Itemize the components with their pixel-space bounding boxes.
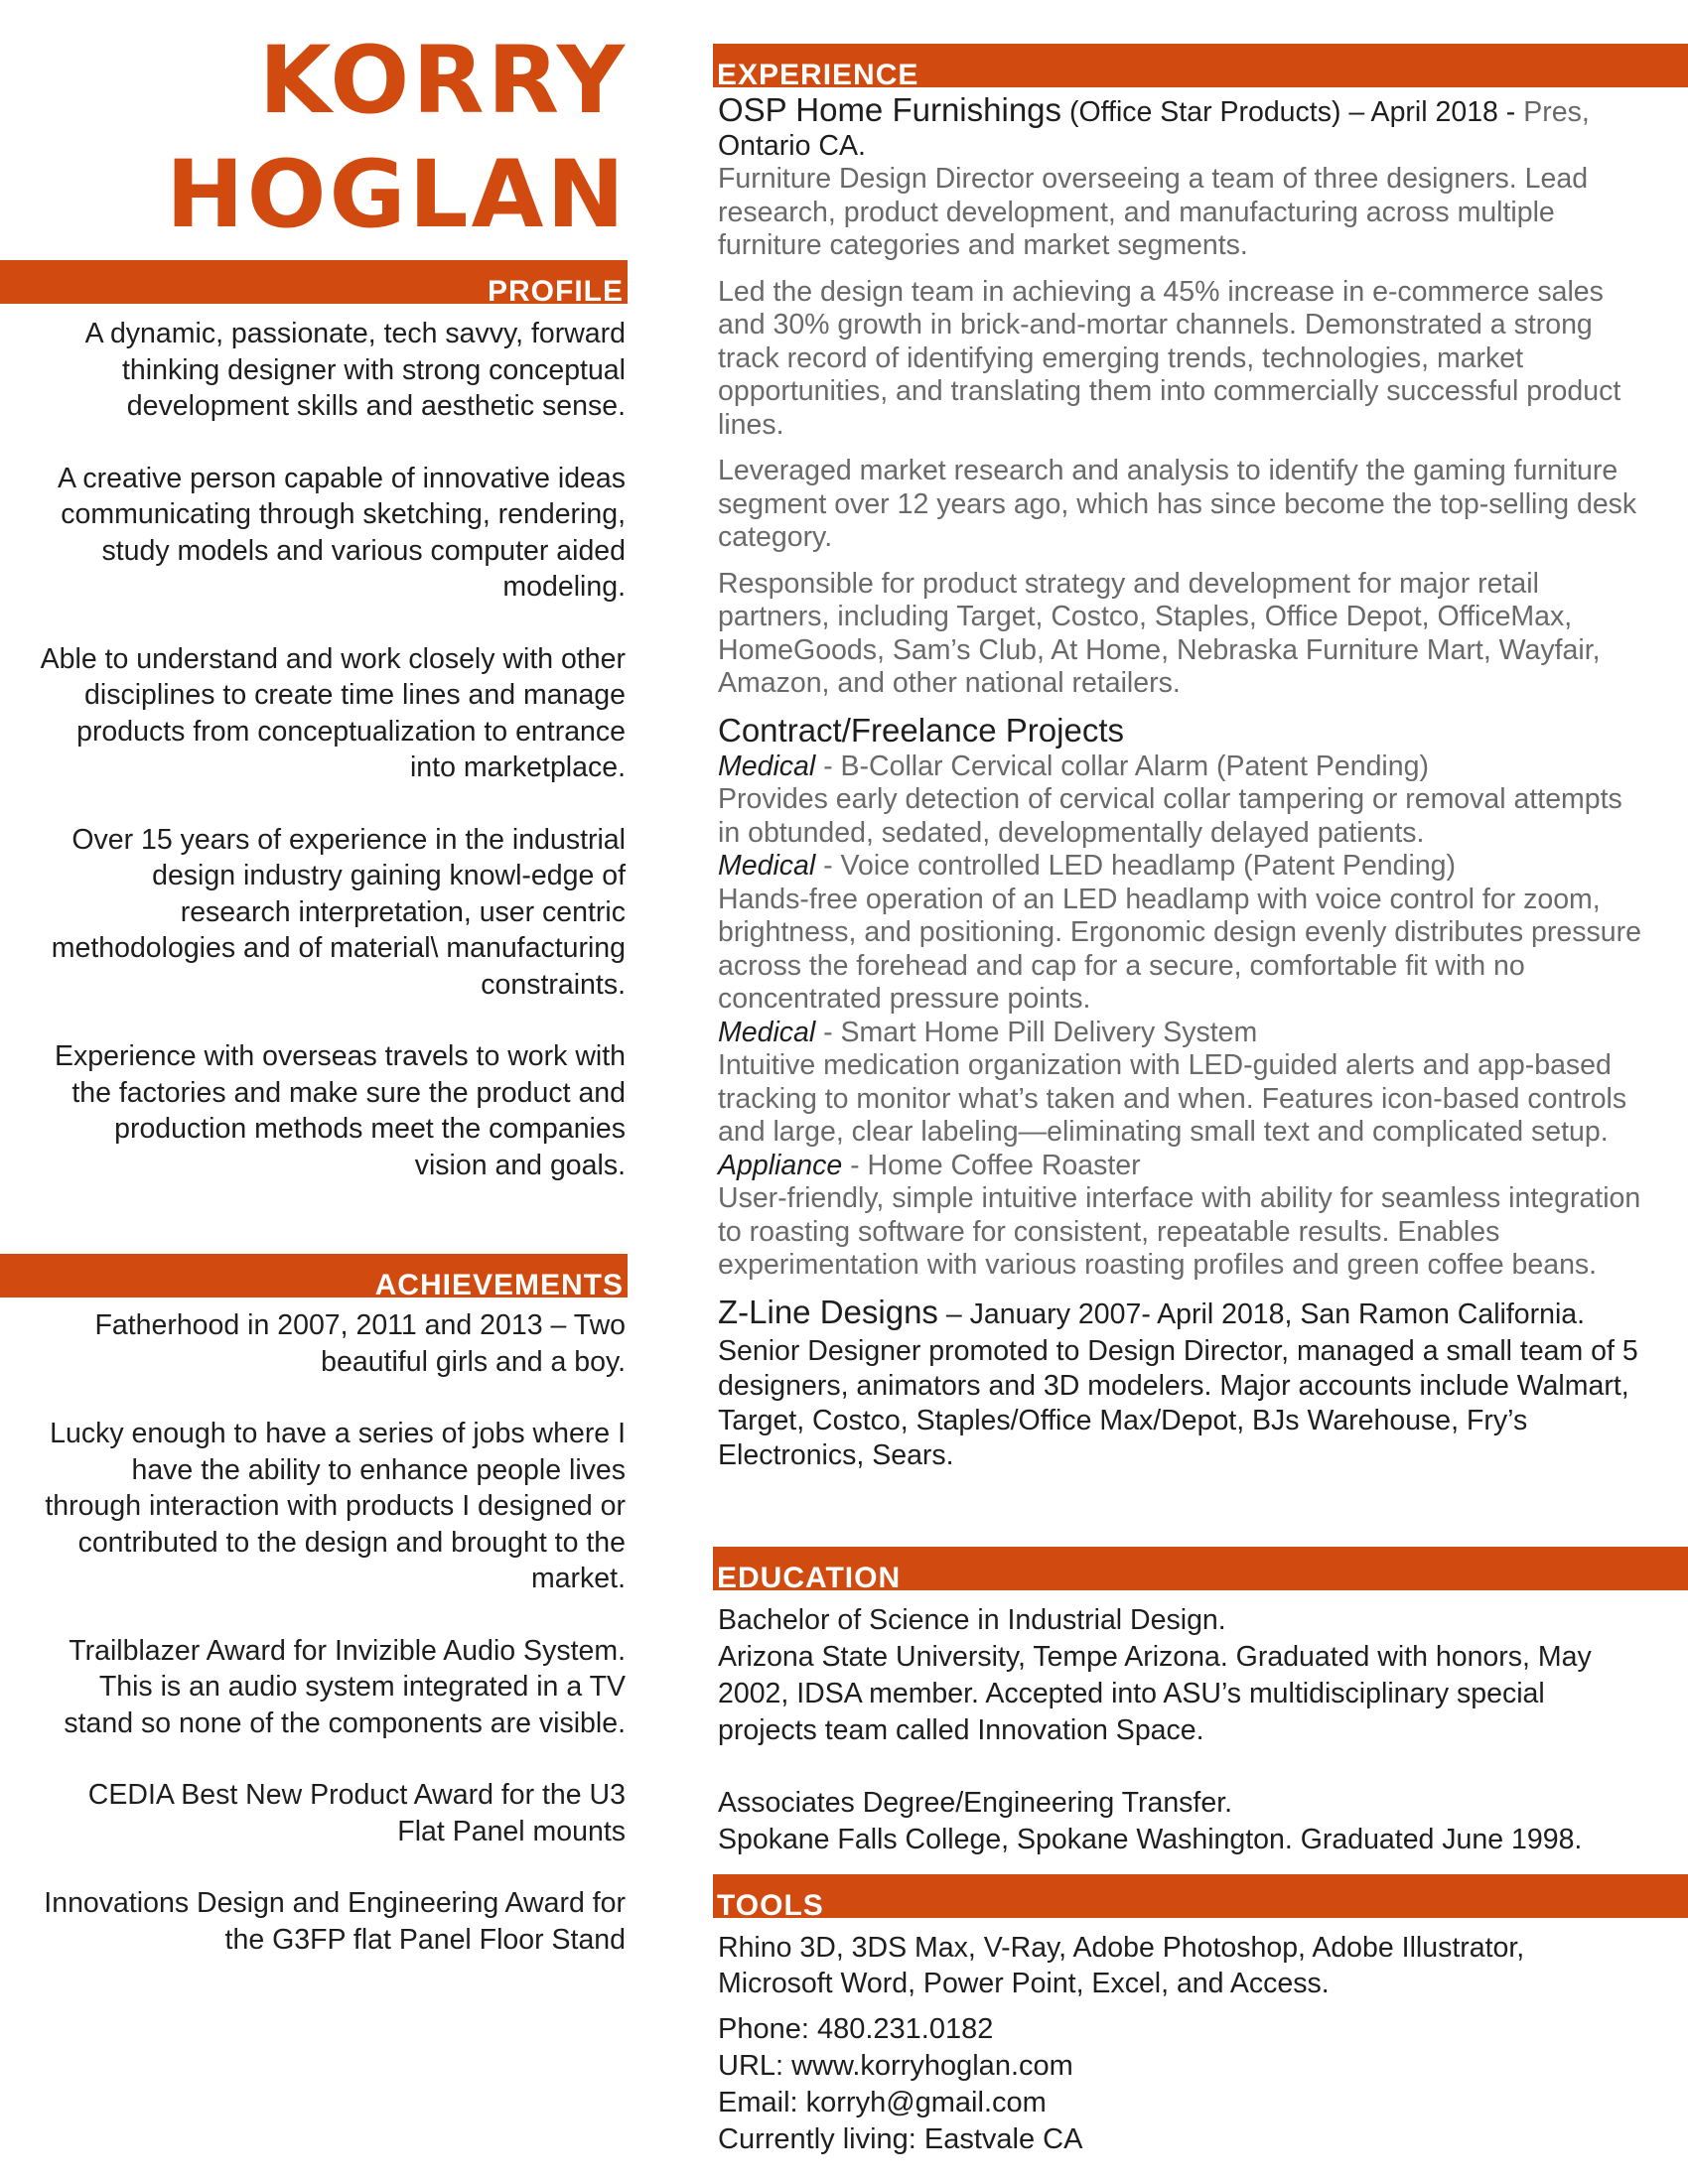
education-degree: Bachelor of Science in Industrial Design. [718, 1604, 1226, 1636]
project-description: User-friendly, simple intuitive interface with ability for seamless integration to roasting software for consistent, repeatable results. Enables experimentation with various roasting profiles and green coffee beans. [718, 1182, 1641, 1281]
osp-paragraph: Furniture Design Director overseeing a team of three designers. Lead research, product development, and manufacturing across multiple furniture categories and market segments. [718, 163, 1589, 261]
profile-section [40, 316, 626, 1219]
project-category: Medical [718, 1016, 816, 1048]
achievement-item: Trailblazer Award for Invizible Audio System. This is an audio system integrated in a TV stand so none of the components are visible. [64, 1634, 626, 1739]
achievement-item: CEDIA Best New Product Award for the U3 Flat Panel mounts [87, 1779, 626, 1847]
achievements-section-bar [0, 1254, 628, 1301]
achievements-section [40, 1307, 626, 1993]
name-last: HOGLAN [165, 141, 628, 249]
achievement-item: Lucky enough to have a series of jobs where I have the ability to enhance people lives through interaction with products I designed or contributed to the design and brought to the market. [45, 1418, 626, 1594]
achievement-item: Innovations Design and Engineering Award for the G3FP flat Panel Floor Stand [44, 1887, 626, 1956]
contact-email: Email: korryh@gmail.com [718, 2087, 1047, 2118]
profile-paragraph: A creative person capable of innovative ideas communicating through sketching, rendering, study models and various computer aided modeling. [58, 462, 626, 603]
experience-section-bar [713, 44, 1688, 91]
project-title-line [718, 751, 1641, 784]
education-degree: Associates Degree/Engineering Transfer. [718, 1787, 1233, 1819]
project-title: - Voice controlled LED headlamp (Patent Pending) [815, 850, 1457, 882]
osp-paragraph: Led the design team in achieving a 45% increase in e-commerce sales and 30% growth in brick-and-mortar channels. Demonstrated a strong track record of identifying emerging trends, technologies, market opportunities, and translating them into commercially successful product lines. [718, 275, 1621, 441]
project-title: - Home Coffee Roaster [842, 1149, 1141, 1181]
project-category: Medical [718, 750, 816, 782]
profile-section-bar [0, 260, 628, 308]
osp-company: OSP Home Furnishings [718, 91, 1062, 128]
tools-heading: TOOLS [717, 1889, 824, 1922]
contact-phone: Phone: 480.231.0182 [718, 2013, 994, 2045]
experience-section [718, 93, 1641, 1473]
profile-heading: PROFILE [487, 275, 624, 308]
osp-company-detail: (Office Star Products) – April 2018 - [1061, 96, 1516, 128]
zline-company: Z-Line Designs [718, 1293, 938, 1330]
experience-heading: EXPERIENCE [717, 59, 919, 91]
project-description: Hands-free operation of an LED headlamp with voice control for zoom, brightness, and positioning. Ergonomic design evenly distributes pressure across the forehead and cap for a secure, comfortable fit with no concentrated pressure points. [718, 883, 1641, 1015]
zline-description: Senior Designer promoted to Design Director, managed a small team of 5 designers, animators and 3D modelers. Major accounts include Walmart, Target, Costco, Staples/Office Max/Depot, BJs Warehouse, Fry’s Electronics, Sears. [718, 1334, 1638, 1471]
education-details: Arizona State University, Tempe Arizona. Graduated with honors, May 2002, IDSA member. Accepted into ASU’s multidisciplinary special projects team called Innovation Space. [718, 1641, 1592, 1746]
profile-paragraph: Over 15 years of experience in the industrial design industry gaining knowl-edge of research interpretation, user centric methodologies and of material\ manufacturing constraints. [51, 823, 626, 1001]
project-title: - Smart Home Pill Delivery System [815, 1016, 1258, 1048]
tools-section-bar [713, 1874, 1688, 1922]
education-details: Spokane Falls College, Spokane Washington. Graduated June 1998. [718, 1824, 1583, 1855]
achievement-item: Fatherhood in 2007, 2011 and 2013 – Two beautiful girls and a boy. [94, 1309, 626, 1378]
project-description: Provides early detection of cervical collar tampering or removal attempts in obtunded, sedated, developmentally delayed patients. [718, 783, 1622, 849]
project-title-line [718, 1150, 1641, 1183]
contract-heading: Contract/Freelance Projects [718, 711, 1125, 749]
profile-paragraph: Able to understand and work closely with other disciplines to create time lines and manage products from conceptualization to entrance into marketplace. [40, 642, 626, 783]
osp-location: Ontario CA. [718, 129, 866, 162]
project-category: Medical [718, 850, 816, 882]
osp-role: Pres, [1515, 96, 1590, 128]
name-first: KORRY [258, 27, 628, 135]
contact-section [718, 2011, 1641, 2158]
zline-dates: – January 2007- April 2018, San Ramon California. [937, 1297, 1586, 1330]
project-title: - B-Collar Cervical collar Alarm (Patent Pending) [815, 750, 1429, 782]
achievements-heading: ACHIEVEMENTS [374, 1269, 624, 1301]
profile-paragraph: Experience with overseas travels to work with the factories and make sure the product and production methods meet the companies vision and goals. [55, 1040, 626, 1181]
project-title-line [718, 850, 1641, 884]
osp-paragraph: Leveraged market research and analysis to identify the gaming furniture segment over 12 years ago, which has since become the top-selling desk category. [718, 455, 1637, 553]
tools-list: Rhino 3D, 3DS Max, V-Ray, Adobe Photoshop, Adobe Illustrator, Microsoft Word, Power Point, Excel, and Access. [718, 1932, 1525, 1999]
profile-paragraph: A dynamic, passionate, tech savvy, forward thinking designer with strong conceptual development skills and aesthetic sense. [84, 318, 626, 422]
contact-location: Currently living: Eastvale CA [718, 2123, 1083, 2155]
contact-url: URL: www.korryhoglan.com [718, 2050, 1073, 2082]
project-category: Appliance [718, 1149, 843, 1181]
education-heading: EDUCATION [717, 1562, 902, 1594]
osp-paragraph: Responsible for product strategy and development for major retail partners, including Target, Costco, Staples, Office Depot, OfficeMax, HomeGoods, Sam’s Club, At Home, Nebraska Furniture Mart, Wayfair, Amazon, and other national retailers. [718, 567, 1601, 699]
education-section [718, 1602, 1641, 1858]
tools-section [718, 1930, 1641, 2001]
education-section-bar [713, 1547, 1688, 1594]
project-title-line [718, 1017, 1641, 1050]
project-description: Intuitive medication organization with LED-guided alerts and app-based tracking to monitor what’s taken and when. Features icon-based controls and large, clear labeling—eliminating small text and complicated setup. [718, 1049, 1627, 1148]
